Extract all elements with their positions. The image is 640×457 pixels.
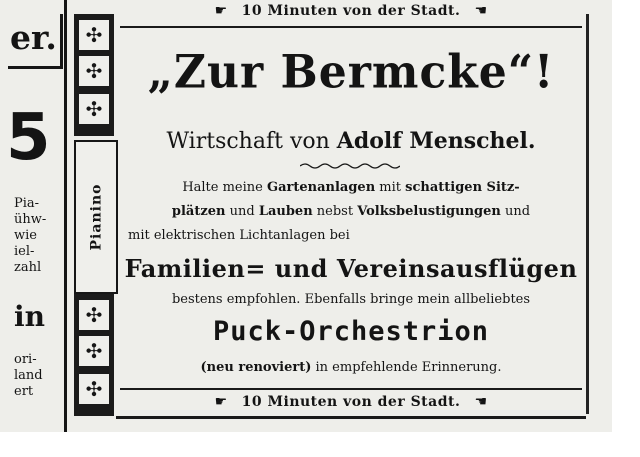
headline-familien: Familien= und Vereinsausflügen bbox=[124, 254, 578, 283]
ornament-icon: ✣ bbox=[79, 300, 109, 330]
left-column bbox=[0, 0, 66, 432]
pianino-panel bbox=[74, 140, 118, 294]
column-rule bbox=[64, 0, 67, 432]
ornament-icon: ✣ bbox=[79, 94, 109, 124]
body-bold-text: Gartenanlagen bbox=[267, 180, 376, 195]
neighbor-ad-fragment: er. bbox=[8, 14, 63, 69]
neighbor-big-digit: 5 bbox=[6, 101, 51, 175]
ornament-icon: ✣ bbox=[79, 336, 109, 366]
owner-line bbox=[118, 128, 584, 154]
ornament-border-bottom bbox=[74, 294, 114, 416]
recommend-line: bestens empfohlen. Ebenfalls bringe mein allbeliebtes bbox=[171, 292, 531, 307]
pointing-hand-icon: ☛ bbox=[474, 394, 488, 410]
frame-bottom-rule bbox=[116, 416, 586, 419]
frame-right-rule bbox=[586, 14, 589, 414]
distance-header bbox=[120, 3, 582, 19]
body-text: nebst bbox=[316, 204, 354, 219]
ornament-icon: ✣ bbox=[79, 374, 109, 404]
neighbor-text-line: wie bbox=[14, 228, 37, 243]
distance-text: 10 Minuten von der Stadt. bbox=[241, 394, 461, 410]
neighbor-text-line: zahl bbox=[14, 260, 42, 275]
body-text: und bbox=[505, 204, 531, 219]
body-bold-text: Lauben bbox=[258, 204, 313, 219]
ornament-border-top bbox=[74, 14, 114, 136]
pointing-hand-icon: ☛ bbox=[474, 3, 488, 19]
closing-bold: (neu renoviert) bbox=[200, 360, 312, 375]
pianino-label: Pianino bbox=[88, 183, 104, 251]
owner-name: Adolf Menschel. bbox=[336, 128, 536, 154]
neighbor-bold-fragment: in bbox=[14, 300, 45, 333]
top-rule bbox=[120, 26, 582, 28]
decorative-squiggle bbox=[300, 162, 400, 170]
body-line-1 bbox=[118, 180, 584, 195]
body-text: Halte meine bbox=[182, 180, 263, 195]
body-bold-text: schattigen Sitz- bbox=[405, 180, 520, 195]
owner-prefix: Wirtschaft von bbox=[166, 129, 330, 154]
ornament-icon: ✣ bbox=[79, 56, 109, 86]
distance-footer bbox=[120, 394, 582, 410]
neighbor-text-line: ert bbox=[14, 384, 34, 399]
ad-title: „Zur Bermcke“! bbox=[147, 45, 555, 100]
neighbor-text-line: land bbox=[14, 368, 43, 383]
body-text: und bbox=[229, 204, 255, 219]
bottom-rule bbox=[120, 388, 582, 390]
distance-text: 10 Minuten von der Stadt. bbox=[241, 3, 461, 19]
body-bold-text: Volksbelustigungen bbox=[357, 204, 501, 219]
pointing-hand-icon: ☛ bbox=[214, 3, 228, 19]
orchestrion-title: Puck-Orchestrion bbox=[212, 316, 490, 347]
closing-text: in empfehlende Erinnerung. bbox=[315, 360, 502, 375]
body-line-2 bbox=[118, 204, 584, 219]
neighbor-text-line: iel- bbox=[14, 244, 35, 259]
body-line-3: mit elektrischen Lichtanlagen bei bbox=[128, 228, 350, 243]
closing-line bbox=[118, 360, 584, 375]
pointing-hand-icon: ☛ bbox=[214, 394, 228, 410]
body-text: mit bbox=[379, 180, 402, 195]
neighbor-text-line: ühw- bbox=[14, 212, 47, 227]
neighbor-text-line: Pia- bbox=[14, 196, 40, 211]
body-bold-text: plätzen bbox=[171, 204, 226, 219]
ornament-icon: ✣ bbox=[79, 20, 109, 50]
neighbor-text-line: ori- bbox=[14, 352, 37, 367]
